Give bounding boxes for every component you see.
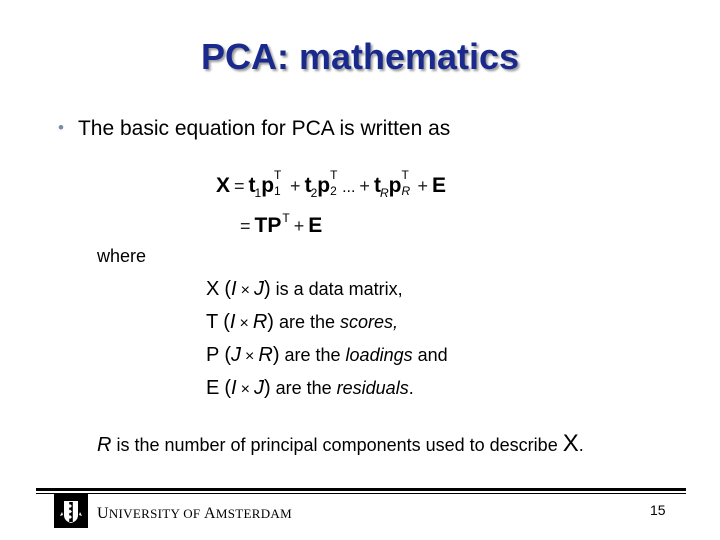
eq-tp: TP [254,214,282,237]
eq-p1-sup: T [274,168,282,182]
page-number: 15 [650,502,666,518]
definition-symbol: P [206,344,220,366]
definition-dims: (I × R) [223,311,274,333]
components-sentence [97,430,584,458]
components-text: is the number of principal components used to describe [111,435,563,455]
eq-tr: t [373,174,381,197]
dim-rows: J [231,344,242,366]
eq-e-2: E [308,214,323,237]
definition-text: is a data matrix, [270,279,403,299]
bullet-line [58,117,450,141]
footer-rule-thin [36,493,686,494]
eq-plus-2: + [359,176,370,196]
eq-plus-4: + [293,216,305,236]
equation-line-2 [236,211,323,238]
definition-text-after: and [412,345,448,365]
definition-row [206,278,403,301]
definition-dims: (I × J) [224,278,271,300]
definition-symbol: T [206,311,219,333]
definition-emph: loadings [345,345,413,365]
definition-dims: (J × R) [224,344,280,366]
eq-t2: t [304,174,312,197]
eq-e: E [431,174,446,197]
definition-row [206,344,448,367]
definition-text: are the [273,312,340,332]
equation-line-1 [216,168,446,200]
eq-plus-1: + [290,176,301,196]
where-label: where [97,246,147,266]
definition-row [206,311,398,334]
eq-p2: p [317,174,331,197]
eq-x: X [216,174,231,197]
eq-dots: ... [342,179,356,196]
dim-rows: I [231,377,237,399]
definition-symbol: E [206,377,220,399]
eq-tp-sup: T [282,211,290,225]
university-initial-u: U [97,505,109,522]
eq-p2-sup: T [330,168,338,182]
dim-cols: J [253,377,264,399]
eq-equals: = [234,176,245,196]
eq-t2-sub: 2 [310,186,318,200]
eq-p2-scripts [330,168,342,198]
eq-t1-sub: 1 [254,186,262,200]
slide-title: PCA: mathematics [200,36,520,77]
eq-tr-sub: R [379,186,389,200]
definition-emph: scores, [339,312,399,332]
definition-row [206,377,414,400]
university-initial-a: A [204,505,216,522]
eq-p1-sub: 1 [274,184,281,198]
eq-pr-sub: R [401,184,411,198]
definition-text: are the [279,345,346,365]
footer-rule [36,488,686,491]
components-var: R [97,434,112,456]
eq-p2-sub: 2 [330,184,337,198]
university-name [97,505,292,523]
eq-equals-2: = [240,216,251,236]
eq-p1-scripts [274,168,286,198]
bullet-text: The basic equation for PCA is written as [77,117,451,140]
components-symbol: X [562,430,579,457]
university-rest-1: NIVERSITY OF [108,506,205,521]
university-rest-2: MSTERDAM [215,506,292,521]
eq-pr-scripts [401,168,413,198]
dim-rows: I [229,311,236,333]
bullet-icon: • [58,118,64,137]
dim-rows: I [231,278,237,300]
components-end: . [578,435,584,455]
dim-cols: R [252,311,268,333]
university-of-amsterdam-crest-icon [54,494,88,528]
definition-dims: (I × J) [224,377,271,399]
dim-cols: R [258,344,273,366]
eq-pr: p [388,174,402,197]
definition-text-after: . [408,378,414,398]
definition-text: are the [270,378,337,398]
eq-plus-3: + [417,176,428,196]
eq-pr-sup: T [401,168,409,182]
eq-t1: t [248,174,256,197]
definition-symbol: X [206,278,220,300]
dim-cols: J [253,278,264,300]
eq-p1: p [261,174,275,197]
definition-emph: residuals [336,378,409,398]
